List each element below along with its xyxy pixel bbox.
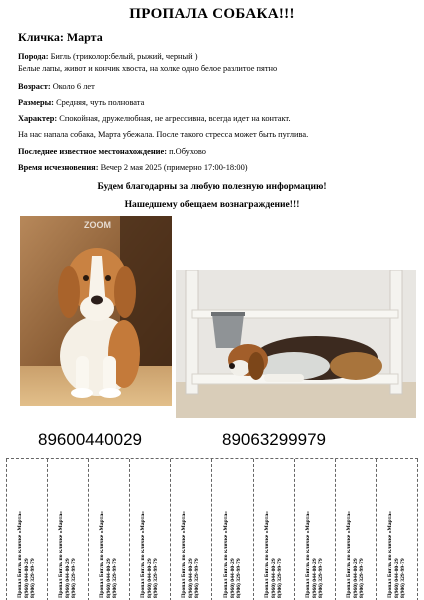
location-value: п.Обухово: [166, 147, 206, 156]
age-label: Возраст:: [18, 82, 51, 91]
strip-heading: Пропал Бигль по кличке «Марта»: [99, 511, 106, 598]
strip-phone: 8(906) 329-99-79: [194, 558, 201, 598]
size-line: [18, 98, 144, 108]
character-value: Спокойная, дружелюбная, не агрессивна, всегда идет на контакт.: [57, 114, 291, 123]
strip-phone: 8(906) 329-99-79: [30, 558, 37, 598]
tear-off-strip[interactable]: [47, 459, 88, 600]
age-value: Около 6 лет: [50, 82, 95, 91]
strip-phone: 8(960) 044-00-29: [147, 558, 154, 598]
strip-heading: Пропал Бигль по кличке «Марта»: [17, 511, 24, 598]
tear-off-strips: [6, 458, 418, 600]
dog-name: Кличка: Марта: [18, 30, 103, 44]
time-label: Время исчезновения:: [18, 163, 99, 172]
dog-photo-lying: [176, 270, 416, 418]
strip-phone: 8(960) 044-00-29: [393, 558, 400, 598]
breed-value: Бигль (триколор:белый, рыжий, черный ): [48, 52, 198, 61]
size-value: Средняя, чуть полновата: [53, 98, 145, 107]
size-label: Размеры:: [18, 98, 54, 107]
location-label: Последнее известное местонахождение:: [18, 147, 167, 156]
time-line: [18, 163, 248, 173]
strip-heading: Пропал Бигль по кличке «Марта»: [181, 511, 188, 598]
time-value: Вечер 2 мая 2025 (примерно 17:00-18:00): [98, 163, 248, 172]
tear-off-strip[interactable]: [211, 459, 252, 600]
tear-off-strip[interactable]: [88, 459, 129, 600]
strip-phone: 8(960) 044-00-29: [311, 558, 318, 598]
phone-number-left[interactable]: 89600440029: [38, 430, 143, 449]
breed-line: [18, 52, 198, 62]
tear-off-strip[interactable]: [129, 459, 170, 600]
strip-phone: 8(906) 329-99-79: [318, 558, 324, 598]
character-line: [18, 114, 291, 124]
poster-title: ПРОПАЛА СОБАКА!!!: [129, 6, 295, 22]
breed-label: Порода:: [18, 52, 49, 61]
tear-off-strip[interactable]: [335, 459, 376, 600]
strip-phone: 8(960) 044-00-29: [188, 558, 195, 598]
strip-phone: 8(906) 329-99-79: [112, 558, 119, 598]
strip-phone: 8(960) 044-00-29: [105, 558, 112, 598]
phone-number-right[interactable]: 89063299979: [222, 430, 327, 449]
strip-heading: Пропал Бигль по кличке «Марта»: [263, 511, 270, 598]
strip-heading: Пропал Бигль по кличке «Марта»: [304, 511, 311, 598]
tear-off-strip[interactable]: [376, 459, 418, 600]
zoom-watermark: ZOOM: [84, 220, 111, 230]
strip-phone: 8(906) 329-99-79: [235, 558, 242, 598]
strip-phone: 8(906) 329-99-79: [276, 558, 283, 598]
tear-off-strip[interactable]: [294, 459, 335, 600]
strip-heading: Пропал Бигль по кличке «Марта»: [387, 511, 393, 598]
strip-heading: Пропал Бигль по кличке «Марта»: [140, 511, 147, 598]
character-label: Характер:: [18, 114, 58, 123]
strip-heading: Пропал Бигль по кличке «Марта»: [222, 511, 229, 598]
strip-heading: Пропал Бигль по кличке «Марта»: [58, 511, 65, 598]
tear-off-strip[interactable]: [253, 459, 294, 600]
gratitude-text: Будем благодарны за любую полезную информацию!: [97, 181, 327, 192]
strip-phone: 8(960) 044-00-29: [229, 558, 236, 598]
strip-phone: 8(906) 329-99-79: [400, 558, 407, 598]
reward-text: Нашедшему обещаем вознаграждение!!!: [124, 199, 300, 210]
incident-line: На нас напала собака, Марта убежала. После такого стресса может быть пуглива.: [18, 130, 309, 139]
dog-photo-sitting: [20, 216, 172, 406]
tear-off-strip[interactable]: [170, 459, 211, 600]
strip-phone: 8(906) 329-99-79: [359, 558, 366, 598]
location-line: [18, 147, 206, 157]
breed-detail: Белые лапы, живот и кончик хвоста, на холке одно белое разлитое пятно: [18, 64, 278, 73]
strip-phone: 8(960) 044-00-29: [352, 558, 359, 598]
strip-phone: 8(906) 329-99-79: [153, 558, 160, 598]
strip-phone: 8(906) 329-99-79: [71, 558, 78, 598]
age-line: [18, 82, 95, 92]
tear-off-strip[interactable]: [6, 459, 47, 600]
strip-phone: 8(960) 044-00-29: [23, 558, 30, 598]
strip-phone: 8(960) 044-00-29: [64, 558, 71, 598]
strip-heading: Пропал Бигль по кличке «Марта»: [345, 511, 352, 598]
strip-phone: 8(960) 044-00-29: [270, 558, 277, 598]
